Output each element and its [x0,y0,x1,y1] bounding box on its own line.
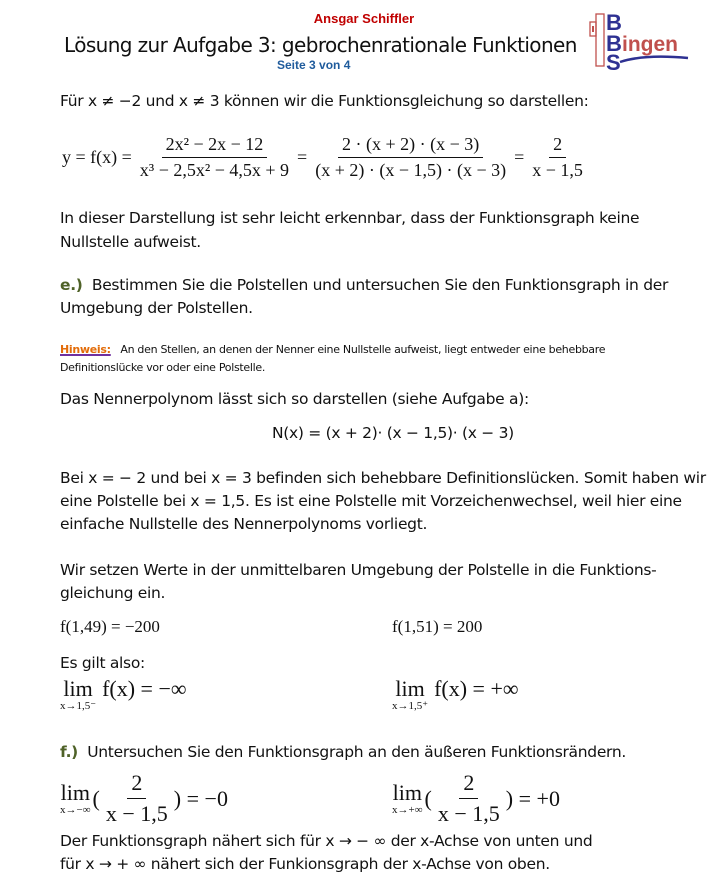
fraction-original [136,134,293,181]
fraction-numerator: 2 [459,770,478,799]
equals-sign: = [514,147,525,167]
fraction-denominator: (x + 2) · (x − 1,5) · (x − 3) [315,160,507,180]
limit-result: ) = −0 [173,785,228,811]
fraction-numerator: 2 · (x + 2) · (x − 3) [338,134,483,158]
lim-subscript: x→1,5⁺ [392,700,429,712]
value-left: f(1,49) = −200 [60,617,160,636]
paragraph-line: einfache Nullstelle des Nennerpolynoms vorliegt. [60,515,428,533]
task-text: Bestimmen Sie die Polstellen und untersuchen Sie den Funktionsgraph in der [91,276,669,294]
lim-text: lim [60,779,90,805]
es-gilt-text: Es gilt also: [60,654,145,672]
equation-lhs: y = f(x) = [62,147,132,167]
task-e-line2: Umgebung der Polstellen. [60,299,253,317]
hint-label: Hinweis: [60,343,111,356]
limit-operator [392,779,423,816]
paragraph-line: eine Polstelle bei x = 1,5. Es ist eine Polstelle mit Vorzeichenwechsel, weil hier eine [60,492,682,510]
limit-fraction [434,770,504,827]
hint-line2: Definitionslücke vor oder eine Polstelle. [60,361,266,374]
limit-fraction [102,770,172,827]
open-paren: ( [92,785,100,811]
fraction-denominator: x − 1,5 [437,801,500,826]
paragraph-line: Nullstelle aufweist. [60,233,201,251]
paragraph-line: Wir setzen Werte in der unmittelbaren Umgebung der Polstelle in die Funktions- [60,561,657,579]
lim-text: lim [63,676,93,701]
lim-subscript: x→1,5⁻ [60,700,97,712]
logo-graphic [584,10,694,72]
limit-operator [60,779,91,816]
conclusion-line: Der Funktionsgraph nähert sich für x → − ∞ der x-Achse von unten und [60,832,593,850]
fraction-denominator: x³ − 2,5x² − 4,5x + 9 [139,160,290,180]
open-paren: ( [424,785,432,811]
limit-edge-right [392,770,560,827]
intro-text: Für x ≠ −2 und x ≠ 3 können wir die Funktionsgleichung so darstellen: [60,92,589,110]
hint-text: An den Stellen, an denen der Nenner eine Nullstelle aufweist, liegt entweder eine behebbare [120,343,606,356]
page-number: Seite 3 von 4 [277,58,351,72]
paragraph-line: gleichung ein. [60,584,166,602]
task-f-line [60,743,626,761]
limit-pole-right [392,678,519,712]
svg-text:ingen: ingen [622,33,678,56]
paragraph-line: Bei x = − 2 und bei x = 3 befinden sich behebbare Definitionslücken. Somit haben wir [60,469,706,487]
lim-text: lim [395,676,425,701]
fraction-numerator: 2 [127,770,146,799]
fraction-denominator: x − 1,5 [105,801,168,826]
limit-expression: f(x) = +∞ [434,676,519,701]
lim-text: lim [392,779,422,805]
fraction-factored [311,134,510,181]
author-name: Ansgar Schiffler [313,11,415,26]
function-equation [62,134,587,181]
fraction-numerator: 2x² − 2x − 12 [162,134,268,158]
limit-operator [392,678,428,712]
paragraph-line: In dieser Darstellung ist sehr leicht erkennbar, dass der Funktionsgraph keine [60,209,640,227]
task-text: Untersuchen Sie den Funktionsgraph an den äußeren Funktionsrändern. [87,743,627,761]
page-title: Lösung zur Aufgabe 3: gebrochenrationale Funktionen [64,33,577,57]
nenner-formula: N(x) = (x + 2)· (x − 1,5)· (x − 3) [272,424,514,442]
nenner-text: Das Nennerpolynom lässt sich so darstellen (siehe Aufgabe a): [60,390,529,408]
limit-expression: f(x) = −∞ [102,676,187,701]
svg-text:S: S [606,50,621,72]
value-right: f(1,51) = 200 [392,617,483,636]
hint-line1 [60,343,605,356]
fraction-numerator: 2 [549,134,566,158]
bbs-bingen-logo [584,10,694,72]
fraction-denominator: x − 1,5 [532,160,583,180]
svg-text:B: B [606,10,622,35]
conclusion-line: für x → + ∞ nähert sich der Funkionsgraph der x-Achse von oben. [60,855,550,873]
limit-result: ) = +0 [505,785,560,811]
limit-edge-left [60,770,228,827]
task-label: e.) [60,276,83,294]
limit-operator [60,678,96,712]
limit-pole-left [60,678,187,712]
svg-text:B: B [606,31,622,56]
equals-sign: = [297,147,308,167]
lim-subscript: x→−∞ [60,803,91,816]
fraction-reduced [528,134,587,181]
task-e-line1 [60,276,668,294]
task-label: f.) [60,743,78,761]
lim-subscript: x→+∞ [392,803,423,816]
